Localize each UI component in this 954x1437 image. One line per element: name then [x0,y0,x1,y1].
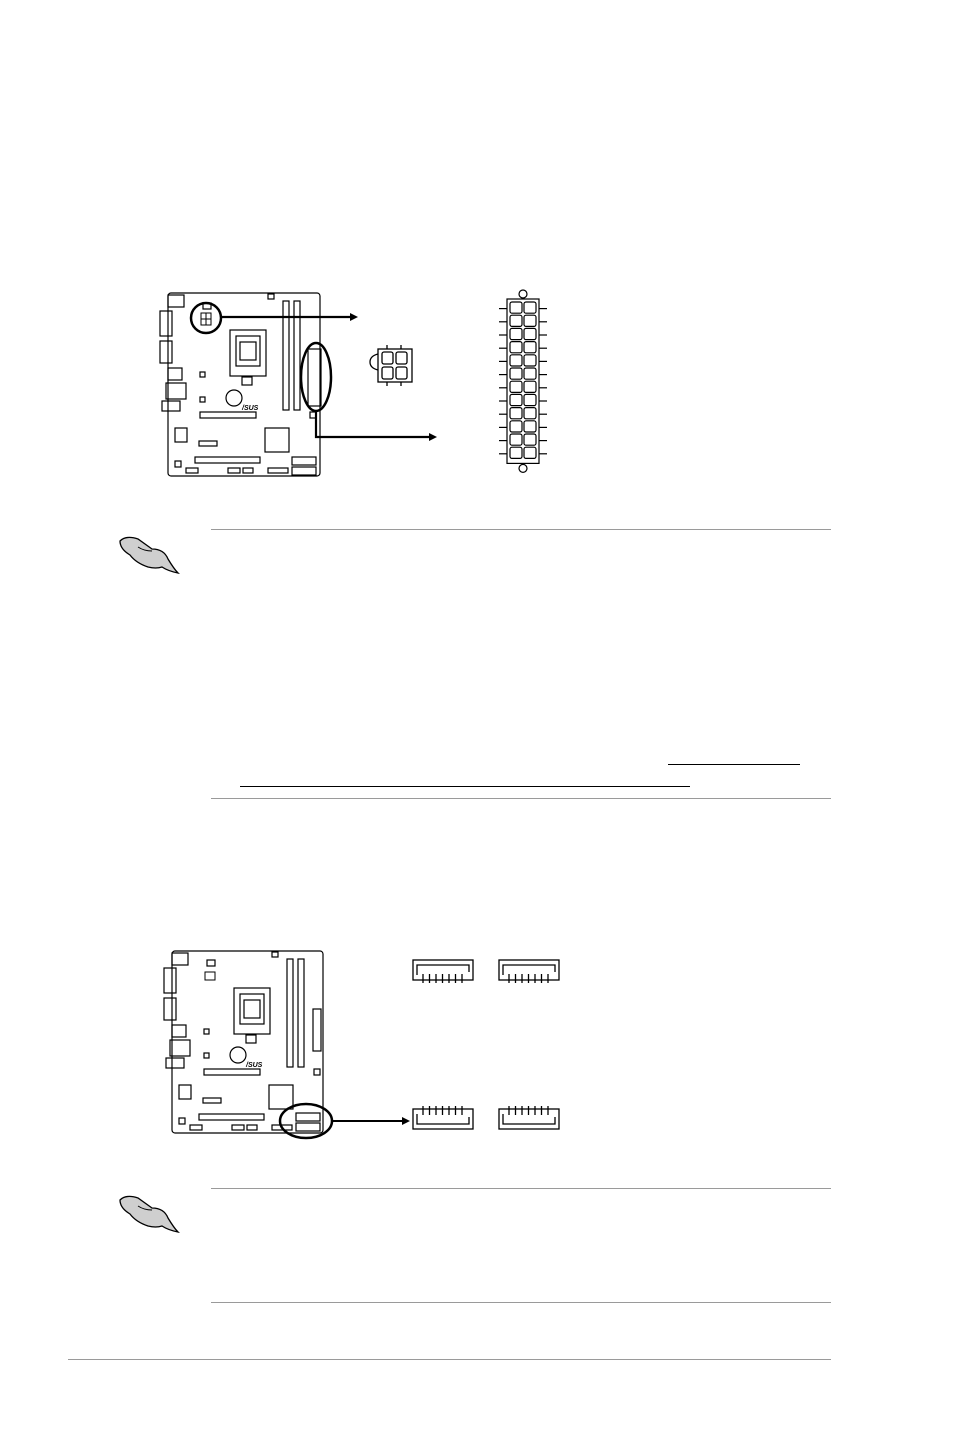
note2-top-rule [211,1188,831,1189]
board-logo-2: /SUS [246,1062,263,1069]
sata-port-bottom-2-key [503,1114,555,1124]
pointer-arrow-sata [332,1117,410,1125]
footer-rule [68,1359,831,1360]
hand-pointing-icon-2 [112,1186,182,1236]
sata-port-top-1-key [417,965,469,975]
sata-port-bottom-1-key [417,1114,469,1124]
board-logo: /SUS [242,405,259,412]
note2-bottom-rule [211,1302,831,1303]
sata-connectors [413,960,559,1129]
sata-port-top-2-key [503,965,555,975]
